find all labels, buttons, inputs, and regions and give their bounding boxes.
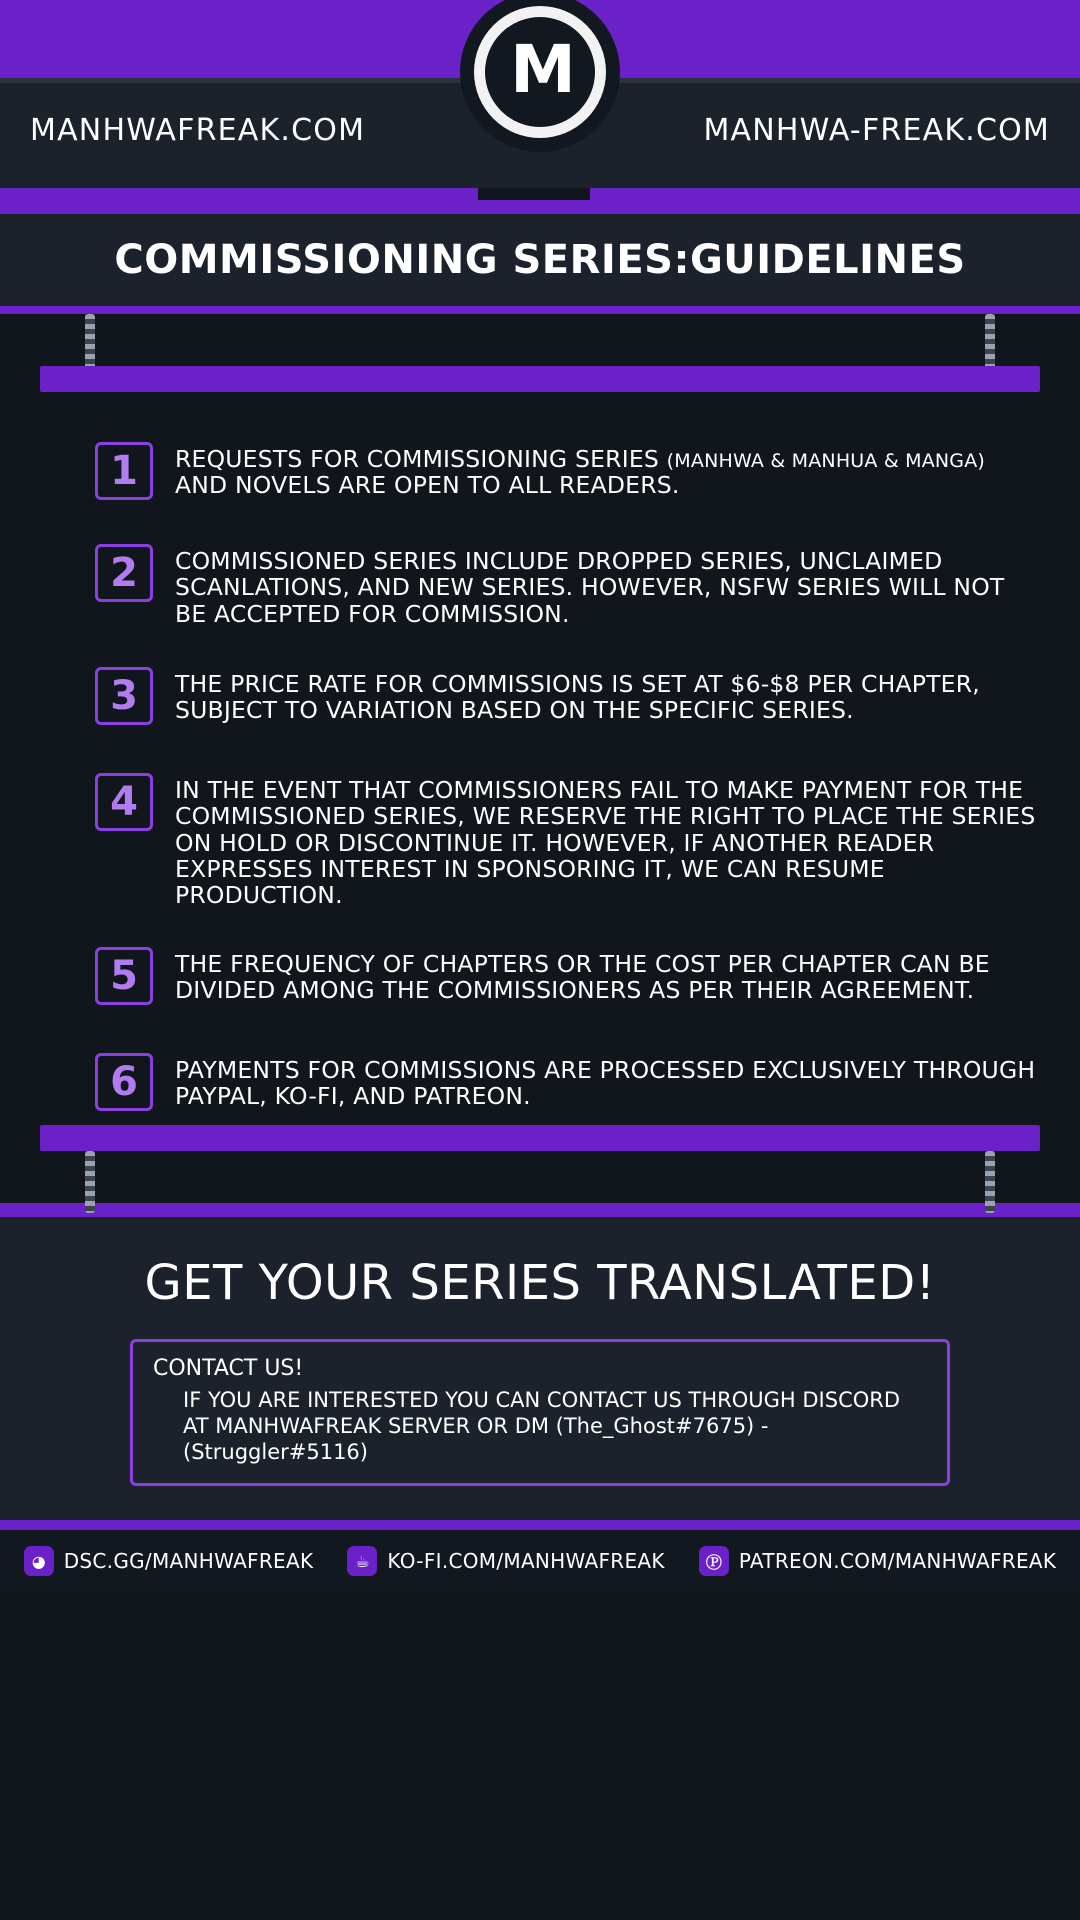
- rule-number: 1: [95, 442, 153, 500]
- banner-underline-left: [0, 188, 478, 200]
- guidelines-list: [0, 394, 1080, 1111]
- list-item: [95, 544, 1040, 627]
- rule-text-main: REQUESTS FOR COMMISSIONING SERIES: [175, 445, 667, 473]
- contact-line-1: IF YOU ARE INTERESTED YOU CAN CONTACT US THROUGH DISCORD: [183, 1387, 901, 1412]
- page-title-main: COMMISSIONING SERIES: [114, 237, 674, 283]
- rule-text-tail: AND NOVELS ARE OPEN TO ALL READERS.: [175, 471, 680, 500]
- contact-line-2: AT MANHWAFREAK SERVER OR DM (The_Ghost#7675) - (Struggler#5116): [183, 1413, 769, 1464]
- footer-divider: [0, 1520, 1080, 1530]
- rule-text: [175, 442, 1040, 499]
- title-band: [0, 214, 1080, 306]
- rule-number: 2: [95, 544, 153, 602]
- banner-underline: [0, 188, 1080, 200]
- patreon-icon: Ⓟ: [699, 1546, 729, 1576]
- list-item: [95, 947, 1040, 1005]
- list-item: [95, 773, 1040, 909]
- contact-title: CONTACT US!: [153, 1355, 304, 1381]
- contact-box: [130, 1339, 950, 1487]
- section-divider: [0, 1203, 1080, 1217]
- chain-left-icon: [85, 1151, 95, 1213]
- rule-number: 5: [95, 947, 153, 1005]
- chain-right-icon: [985, 1151, 995, 1213]
- page-title-colon: :: [673, 237, 690, 283]
- social-link-discord[interactable]: [24, 1546, 314, 1576]
- list-item: [95, 667, 1040, 725]
- rule-number: 6: [95, 1053, 153, 1111]
- cta-heading: GET YOUR SERIES TRANSLATED!: [144, 1254, 936, 1311]
- title-divider-bottom: [0, 306, 1080, 314]
- logo-monogram-icon: M: [510, 31, 570, 108]
- social-link-label: PATREON.COM/MANHWAFREAK: [738, 1549, 1057, 1574]
- page-title: [114, 237, 965, 283]
- hanging-bar-top: [0, 314, 1080, 394]
- title-divider-top: [0, 200, 1080, 214]
- discord-icon: ◕: [24, 1546, 54, 1576]
- rule-text: IN THE EVENT THAT COMMISSIONERS FAIL TO MAKE PAYMENT FOR THE COMMISSIONED SERIES, WE RESERVE THE RIGHT TO PLACE THE SERIES ON HOLD OR DISCONTINUE IT. HOWEVER, IF ANOTHER READER EXPRESSES INTEREST IN SPONSORING IT, WE CAN RESUME PRODUCTION.: [175, 775, 1036, 910]
- site-url-right: MANHWA-FREAK.COM: [703, 113, 1050, 148]
- rule-text: PAYMENTS FOR COMMISSIONS ARE PROCESSED EXCLUSIVELY THROUGH PAYPAL, KO-FI, AND PATREON.: [175, 1055, 1036, 1110]
- social-link-label: KO-FI.COM/MANHWAFREAK: [387, 1549, 665, 1574]
- hanging-bar-bottom: [0, 1117, 1080, 1203]
- social-link-patreon[interactable]: [699, 1546, 1056, 1576]
- kofi-icon: ☕: [347, 1546, 377, 1576]
- cta-section: [0, 1217, 1080, 1521]
- site-logo: [460, 0, 620, 152]
- social-footer: [0, 1530, 1080, 1592]
- social-link-label: DSC.GG/MANHWAFREAK: [63, 1549, 314, 1574]
- logo-inner-disc: [482, 14, 598, 130]
- site-url-left: MANHWAFREAK.COM: [30, 113, 366, 148]
- divider-bar-top: [40, 366, 1040, 392]
- rule-number: 4: [95, 773, 153, 831]
- rule-number: 3: [95, 667, 153, 725]
- divider-bar-bottom: [40, 1125, 1040, 1151]
- list-item: [95, 442, 1040, 500]
- rule-text: THE PRICE RATE FOR COMMISSIONS IS SET AT $6-$8 PER CHAPTER, SUBJECT TO VARIATION BASED ON THE SPECIFIC SERIES.: [175, 669, 980, 725]
- rule-text: COMMISSIONED SERIES INCLUDE DROPPED SERIES, UNCLAIMED SCANLATIONS, AND NEW SERIES. HOWEVER, NSFW SERIES WILL NOT BE ACCEPTED FOR COMMISSION.: [175, 547, 1005, 628]
- banner-underline-right: [590, 188, 1080, 200]
- rule-text: THE FREQUENCY OF CHAPTERS OR THE COST PER CHAPTER CAN BE DIVIDED AMONG THE COMMISSIONERS AS PER THEIR AGREEMENT.: [175, 949, 990, 1004]
- list-item: [95, 1053, 1040, 1111]
- rule-text-small: (MANHWA & MANHUA & MANGA): [666, 450, 986, 472]
- social-link-kofi[interactable]: [347, 1546, 664, 1576]
- page-title-sub: GUIDELINES: [689, 237, 966, 283]
